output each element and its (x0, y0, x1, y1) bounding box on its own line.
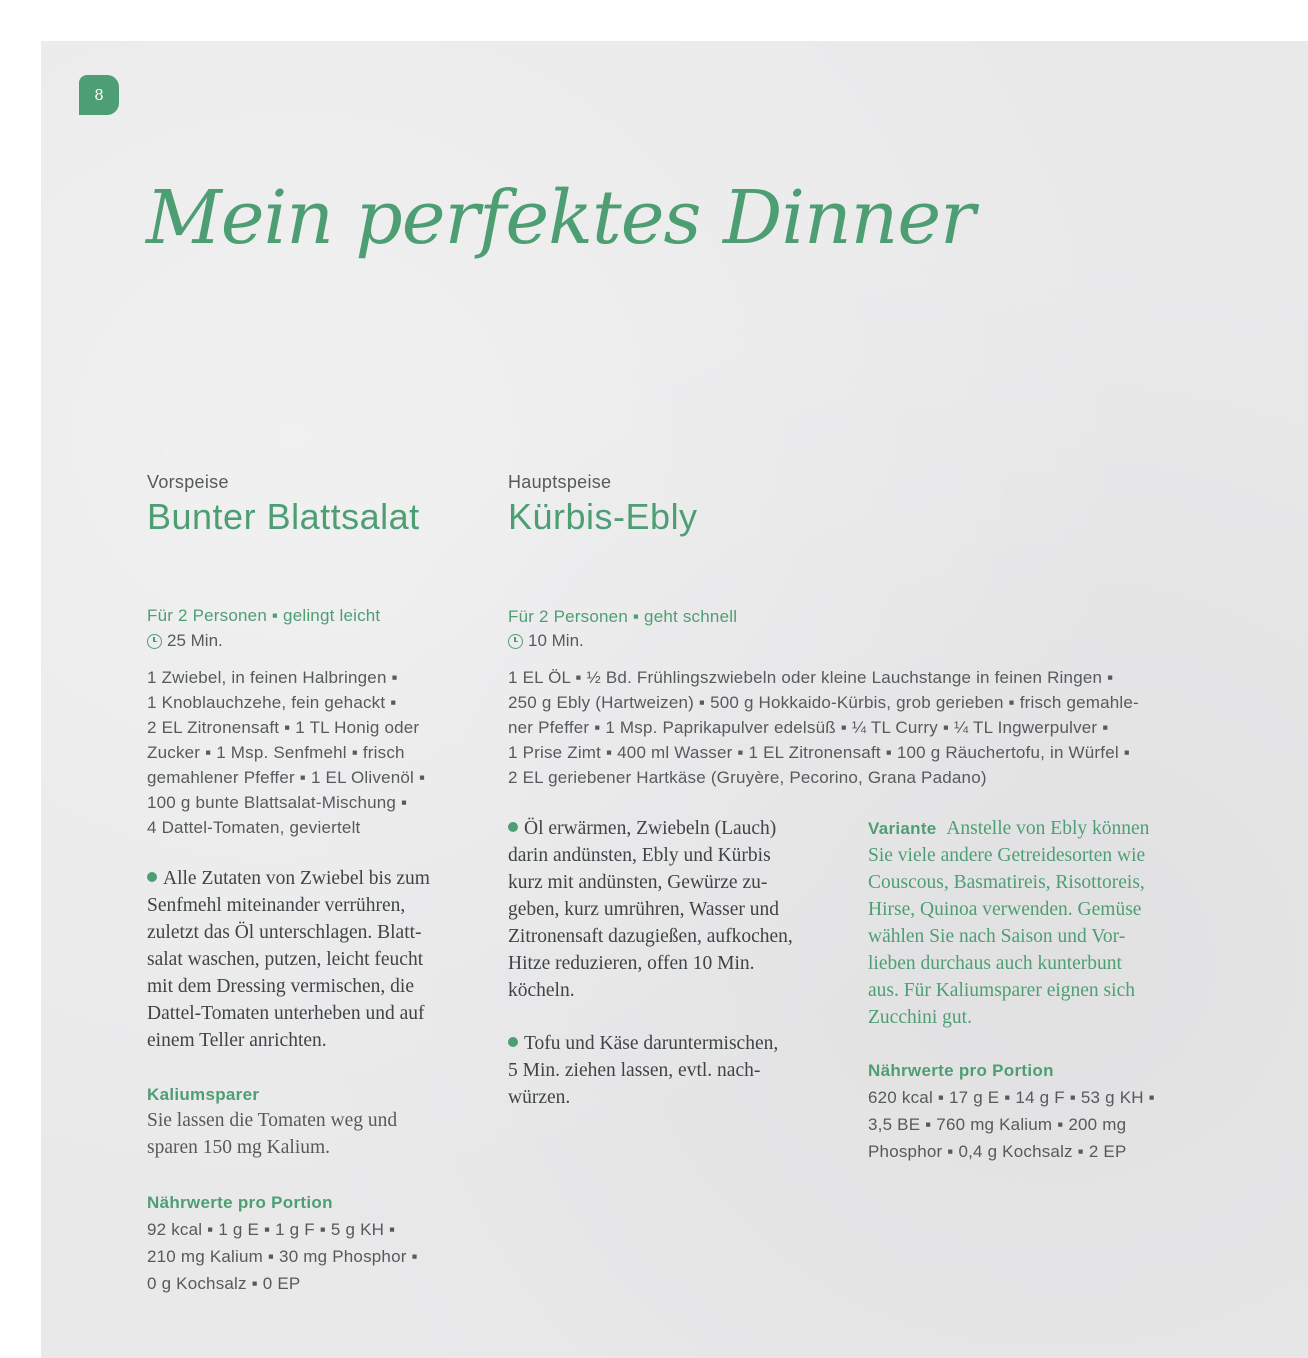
step-line: würzen. (508, 1087, 571, 1108)
ingredient-line: 2 EL geriebener Hartkäse (Gruyère, Pecorino, Grana Padano) (508, 768, 987, 787)
main-course-step-2 (508, 1030, 838, 1111)
starter-nutrition-heading: Nährwerte pro Portion (147, 1193, 333, 1212)
variant-line: wählen Sie nach Saison und Vor- (868, 926, 1126, 947)
main-course-nutrition-heading: Nährwerte pro Portion (868, 1061, 1054, 1080)
ingredient-line: 100 g bunte Blattsalat-Mischung ▪ (147, 793, 408, 812)
nutrition-line: 0 g Kochsalz ▪ 0 EP (147, 1274, 301, 1293)
nutrition-line: Phosphor ▪ 0,4 g Kochsalz ▪ 2 EP (868, 1142, 1127, 1161)
step-line: geben, kurz umrühren, Wasser und (508, 899, 779, 920)
variant-line: Anstelle von Ebly können (946, 818, 1150, 839)
page-number-badge: 8 (79, 75, 119, 115)
main-course-step-1 (508, 815, 838, 1004)
note-line: Sie lassen die Tomaten weg und (147, 1110, 398, 1131)
variant-heading: Variante (868, 819, 937, 838)
ingredient-line: Zucker ▪ 1 Msp. Senfmehl ▪ frisch (147, 743, 405, 762)
clock-icon (147, 634, 162, 649)
starter-label: Vorspeise (147, 472, 229, 492)
nutrition-line: 3,5 BE ▪ 760 mg Kalium ▪ 200 mg (868, 1115, 1127, 1134)
step-line: Senfmehl miteinander verrühren, (147, 895, 406, 916)
variant-line: Hirse, Quinoa verwenden. Gemüse (868, 899, 1142, 920)
main-course-label: Hauptspeise (508, 472, 612, 492)
page-title: Mein perfektes Dinner (146, 175, 975, 261)
starter-step (147, 865, 477, 1054)
ingredient-line: 1 Zwiebel, in feinen Halbringen ▪ (147, 668, 398, 687)
main-course-ingredients (508, 665, 1188, 790)
nutrition-line: 92 kcal ▪ 1 g E ▪ 1 g F ▪ 5 g KH ▪ (147, 1220, 396, 1239)
clock-icon (508, 634, 523, 649)
variant-box (868, 815, 1198, 1031)
step-line: salat waschen, putzen, leicht feucht (147, 949, 424, 970)
nutrition-line: 210 mg Kalium ▪ 30 mg Phosphor ▪ (147, 1247, 418, 1266)
ingredient-line: 4 Dattel-Tomaten, geviertelt (147, 818, 361, 837)
step-line: Öl erwärmen, Zwiebeln (Lauch) (524, 818, 777, 839)
note-line: sparen 150 mg Kalium. (147, 1137, 331, 1158)
step-line: Hitze reduzieren, offen 10 Min. (508, 953, 755, 974)
variant-line: Sie viele andere Getreidesorten wie (868, 845, 1146, 866)
step-line: einem Teller anrichten. (147, 1030, 327, 1051)
step-line: Tofu und Käse daruntermischen, (524, 1033, 779, 1054)
step-line: darin andünsten, Ebly und Kürbis (508, 845, 771, 866)
variant-line: aus. Für Kaliumsparer eignen sich (868, 980, 1135, 1001)
step-line: köcheln. (508, 980, 575, 1001)
step-line: Zitronensaft dazugießen, aufkochen, (508, 926, 793, 947)
ingredient-line: 250 g Ebly (Hartweizen) ▪ 500 g Hokkaido-Kürbis, grob gerieben ▪ frisch gemahle- (508, 693, 1139, 712)
step-line: Dattel-Tomaten unterheben und auf (147, 1003, 425, 1024)
kalium-heading: Kaliumsparer (147, 1085, 260, 1104)
bullet-icon (508, 1037, 518, 1047)
step-line: 5 Min. ziehen lassen, evtl. nach- (508, 1060, 761, 1081)
main-course-time (508, 629, 584, 653)
step-line: zuletzt das Öl unterschlagen. Blatt- (147, 922, 422, 943)
starter-title: Bunter Blattsalat (147, 496, 420, 537)
step-line: mit dem Dressing vermischen, die (147, 976, 414, 997)
main-course-nutrition (868, 1084, 1198, 1165)
bullet-icon (508, 822, 518, 832)
step-line: Alle Zutaten von Zwiebel bis zum (163, 868, 430, 889)
starter-ingredients (147, 665, 467, 840)
starter-nutrition (147, 1216, 477, 1297)
starter-time-text: 25 Min. (167, 631, 223, 650)
step-line: kurz mit andünsten, Gewürze zu- (508, 872, 768, 893)
main-course-meta: Für 2 Personen ▪ geht schnell (508, 607, 738, 626)
nutrition-line: 620 kcal ▪ 17 g E ▪ 14 g F ▪ 53 g KH ▪ (868, 1088, 1155, 1107)
ingredient-line: 2 EL Zitronensaft ▪ 1 TL Honig oder (147, 718, 420, 737)
ingredient-line: 1 EL ÖL ▪ ½ Bd. Frühlingszwiebeln oder kleine Lauchstange in feinen Ringen ▪ (508, 668, 1114, 687)
main-course-title: Kürbis-Ebly (508, 496, 698, 537)
ingredient-line: gemahlener Pfeffer ▪ 1 EL Olivenöl ▪ (147, 768, 426, 787)
main-course-time-text: 10 Min. (528, 631, 584, 650)
bullet-icon (147, 872, 157, 882)
variant-line: Zucchini gut. (868, 1007, 972, 1028)
ingredient-line: ner Pfeffer ▪ 1 Msp. Paprikapulver edelsüß ▪ ¼ TL Curry ▪ ¼ TL Ingwerpulver ▪ (508, 718, 1109, 737)
ingredient-line: 1 Prise Zimt ▪ 400 ml Wasser ▪ 1 EL Zitronensaft ▪ 100 g Räuchertofu, in Würfel ▪ (508, 743, 1130, 762)
ingredient-line: 1 Knoblauchzehe, fein gehackt ▪ (147, 693, 397, 712)
starter-time (147, 629, 223, 653)
variant-line: Couscous, Basmatireis, Risottoreis, (868, 872, 1145, 893)
variant-line: lieben durchaus auch kunterbunt (868, 953, 1122, 974)
kalium-note (147, 1107, 467, 1161)
starter-meta: Für 2 Personen ▪ gelingt leicht (147, 606, 381, 625)
